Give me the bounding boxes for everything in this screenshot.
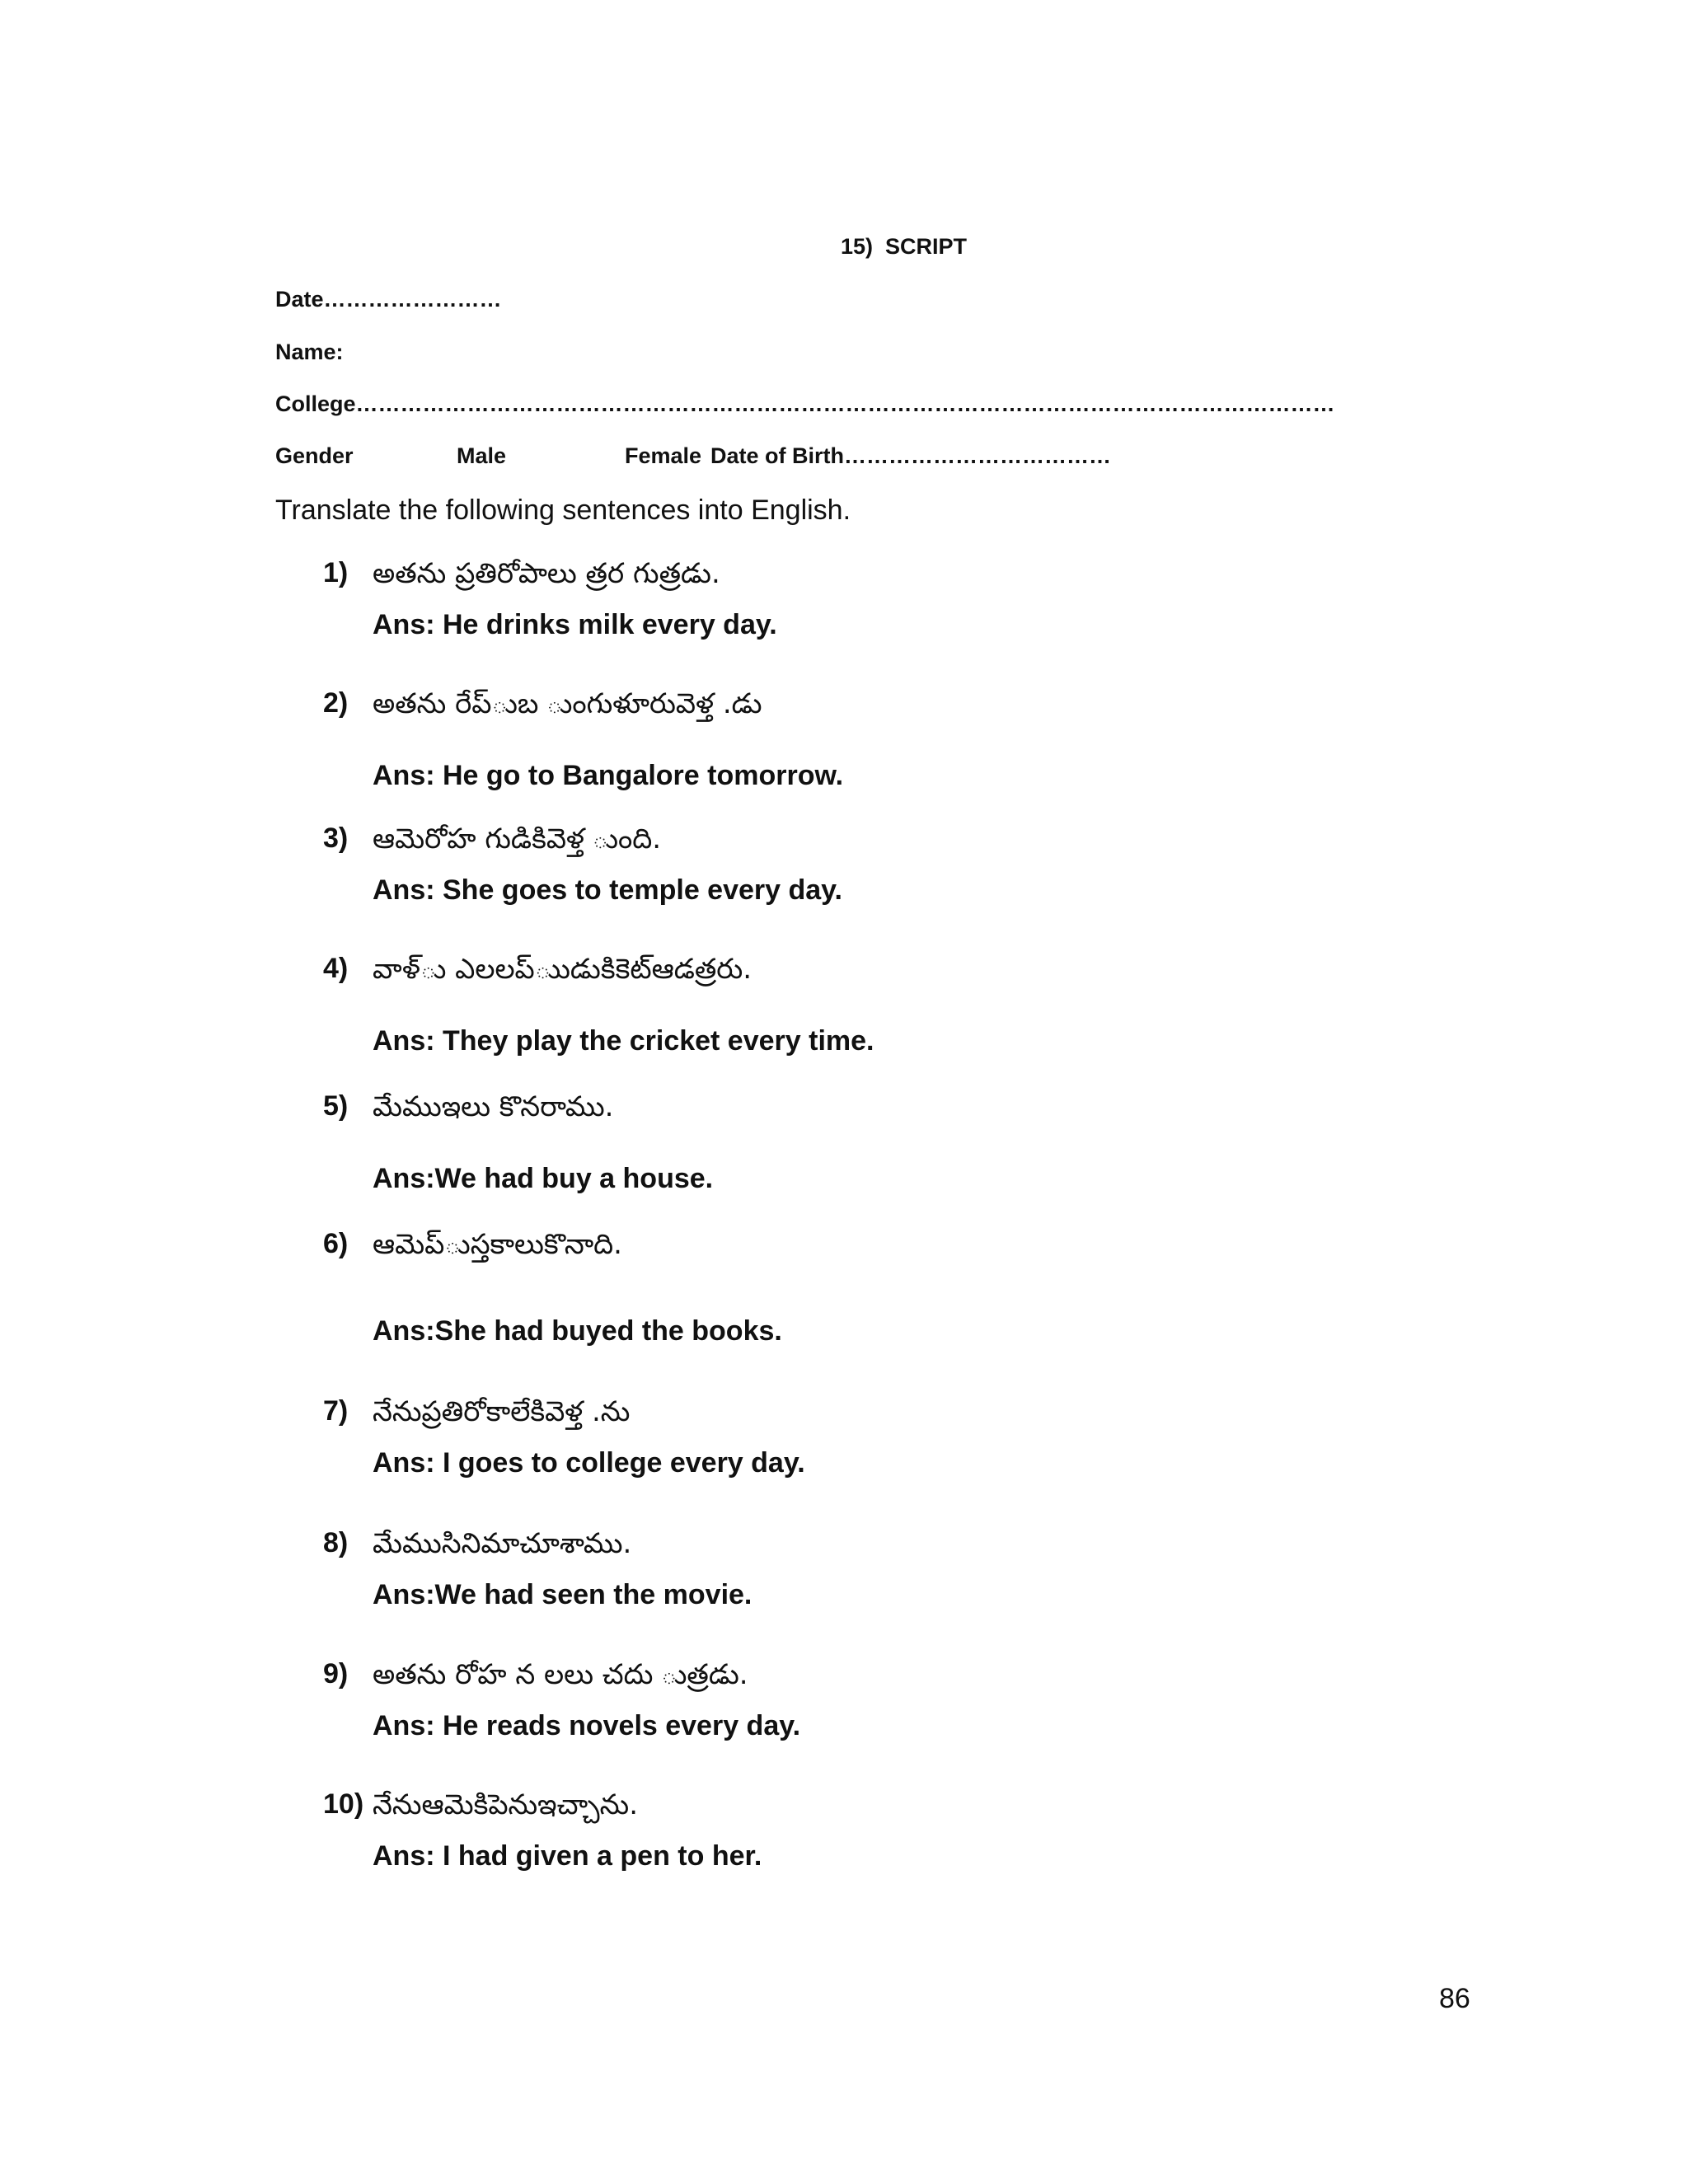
answer-text: Ans:We had buy a house. [373,1163,714,1194]
item-number: 7) [323,1395,349,1427]
answer-text: Ans: They play the cricket every time. [373,1025,874,1057]
dob-field: Date of Birth……………………………… [710,443,1111,468]
name-field: Name: [275,340,344,364]
answer-text: Ans:She had buyed the books. [373,1315,782,1347]
item-number: 1) [323,557,349,588]
telugu-sentence: మేముసినిమాచూశాము. [373,1527,632,1560]
telugu-sentence: అతను రేప్ుబ ుంగుళూరువెళ్త .డు [373,687,762,720]
telugu-sentence: మేముఇలు కొనరాము. [373,1090,614,1123]
item-number: 2) [323,687,349,719]
answer-text: Ans: I goes to college every day. [373,1447,805,1479]
female-option: Female [625,443,702,468]
telugu-sentence: నేనుఆమెకిపెనుఇచ్చాను. [373,1788,639,1821]
gender-label: Gender [275,443,354,468]
item-number: 10) [323,1788,364,1820]
answer-text: Ans: He reads novels every day. [373,1710,801,1741]
gender-row [0,443,1688,476]
telugu-sentence: నేనుప్రతిరోకాలేకివెళ్త .ను [373,1395,631,1428]
item-number: 6) [323,1228,349,1259]
telugu-sentence: అతను ప్రతిరోపాలు త్రర గుత్రడు. [373,557,720,590]
telugu-sentence: ఆమెరోహ గుడికివెళ్త ుంది. [373,823,662,855]
item-number: 8) [323,1527,349,1558]
page-title: 15) SCRIPT [841,234,968,259]
page-number: 86 [1439,1983,1470,2014]
item-number: 3) [323,823,349,854]
answer-text: Ans: I had given a pen to her. [373,1840,762,1872]
telugu-sentence: ఆమెప్ుస్తకాలుకొనాది. [373,1228,622,1261]
telugu-sentence: వాళ్ు ఎలలప్ుుడుకికెట్ఆడత్రరు. [373,953,753,986]
instruction-text: Translate the following sentences into English. [275,494,851,526]
item-number: 9) [323,1658,349,1690]
answer-text: Ans:We had seen the movie. [373,1579,753,1610]
item-number: 5) [323,1090,349,1122]
answer-text: Ans: She goes to temple every day. [373,874,842,906]
college-field: College…………………………………………………………………………………………………………………… [275,391,1335,416]
telugu-sentence: అతను రోహ న లలు చదు ుత్రడు. [373,1658,748,1691]
male-option: Male [457,443,507,468]
answer-text: Ans: He drinks milk every day. [373,609,777,640]
item-number: 4) [323,953,349,984]
answer-text: Ans: He go to Bangalore tomorrow. [373,760,844,791]
date-field: Date…………………… [275,287,502,312]
